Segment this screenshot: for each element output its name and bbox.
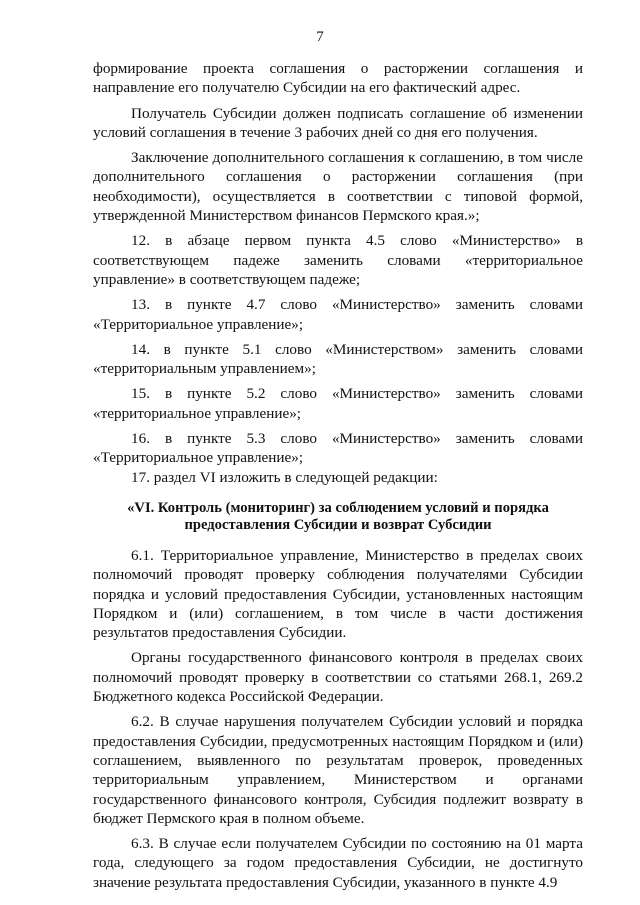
clause-6-3: 6.3. В случае если получателем Субсидии по состоянию на 01 марта года, следующего за годом предоставления Субсидии, не достигнуто значение результата предоставления Субсидии, указанного в пункте 4.9 [93, 835, 583, 891]
section-heading-line-2: предоставления Субсидии и возврат Субсидии [184, 516, 492, 533]
paragraph-signing-term: Получатель Субсидии должен подписать соглашение об изменении условий соглашения в течение 3 рабочих дней со дня его получения. [93, 104, 583, 141]
section-heading [93, 500, 583, 534]
amendment-item-13: 13. в пункте 4.7 слово «Министерство» заменить словами «Территориальное управление»; [93, 296, 583, 333]
paragraph-additional-agreement: Заключение дополнительного соглашения к соглашению, в том числе дополнительного соглашения о расторжении соглашения (при необходимости), осуществляется в соответствии с типовой формой, утвержденной Министерством финансов Пермского края.»; [93, 149, 583, 225]
section-heading-line-1: «VI. Контроль (мониторинг) за соблюдением условий и порядка [127, 499, 549, 516]
amendment-item-12: 12. в абзаце первом пункта 4.5 слово «Министерство» в соответствующем падеже заменить словами «территориальное управление» в соответствующем падеже; [93, 232, 583, 288]
amendment-item-16: 16. в пункте 5.3 слово «Министерство» заменить словами «Территориальное управление»; [93, 430, 583, 467]
clause-6-2: 6.2. В случае нарушения получателем Субсидии условий и порядка предоставления Субсидии, предусмотренных настоящим Порядком и (или) соглашением, выявленного по результатам проверок, проведенных территориальным управлением, Министерством и органами государственного финансового контроля, Субсидия подлежит возврату в бюджет Пермского края в полном объеме. [93, 713, 583, 827]
paragraph-continuation: формирование проекта соглашения о расторжении соглашения и направление его получателю Субсидии на его фактический адрес. [93, 60, 583, 97]
amendment-item-14: 14. в пункте 5.1 слово «Министерством» заменить словами «территориальным управлением»; [93, 340, 583, 378]
document-body [93, 59, 583, 892]
amendment-item-15: 15. в пункте 5.2 слово «Министерство» заменить словами «территориальное управление»; [93, 385, 583, 422]
clause-6-1: 6.1. Территориальное управление, Министерство в пределах своих полномочий проводят проверку соблюдения получателями Субсидии порядка и условий предоставления Субсидии, установленных настоящим Порядком и (или) соглашением, в том числе в части достижения результатов предоставления Субсидии. [93, 546, 583, 642]
amendment-item-17: 17. раздел VI изложить в следующей редакции: [131, 468, 438, 486]
clause-financial-control: Органы государственного финансового контроля в пределах своих полномочий проводят проверку в соответствии со статьями 268.1, 269.2 Бюджетного кодекса Российской Федерации. [93, 649, 583, 706]
page-number: 7 [316, 29, 324, 45]
